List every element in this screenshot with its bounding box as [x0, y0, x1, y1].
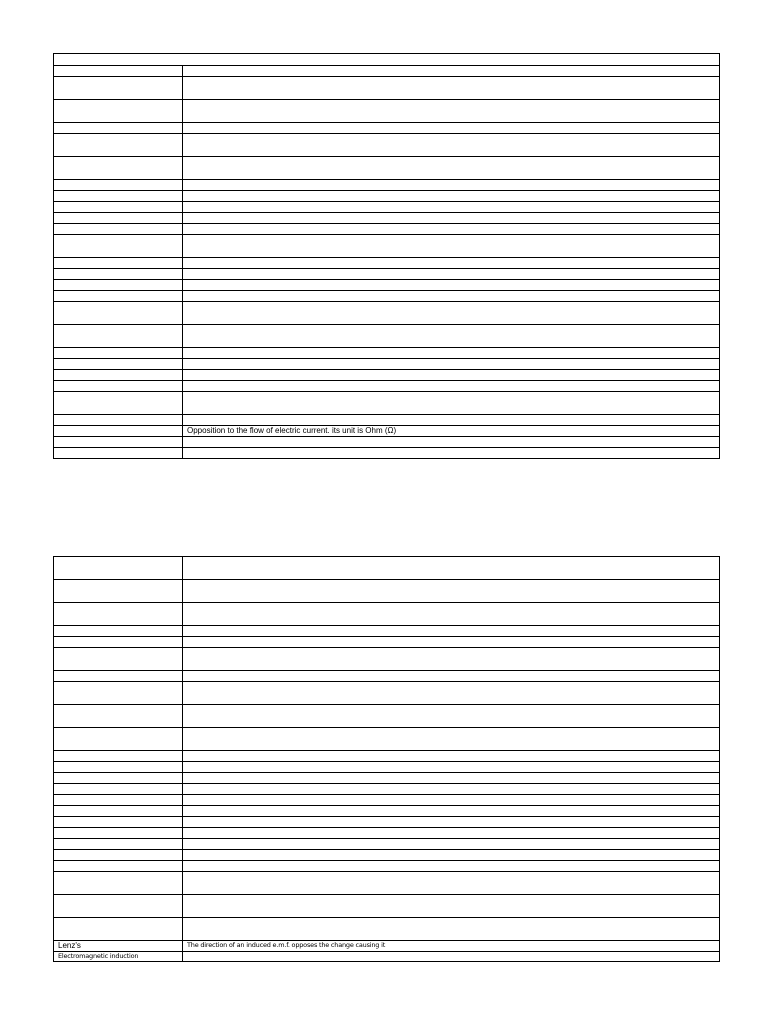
table-title-row	[54, 54, 720, 66]
table-row	[54, 224, 720, 235]
term-cell	[54, 66, 183, 77]
term-cell	[54, 77, 183, 100]
definition-cell	[183, 671, 720, 682]
table-row	[54, 448, 720, 459]
definition-cell	[183, 157, 720, 180]
term-cell	[54, 359, 183, 370]
term-cell	[54, 224, 183, 235]
term-cell	[54, 861, 183, 872]
definition-cell	[183, 872, 720, 895]
table-row	[54, 415, 720, 426]
em-induction-row	[54, 952, 720, 962]
term-cell	[54, 806, 183, 817]
term-cell	[54, 557, 183, 580]
term-cell	[54, 302, 183, 325]
table-row	[54, 280, 720, 291]
em-induction-term: Electromagnetic induction	[54, 952, 183, 962]
definition-cell	[183, 235, 720, 258]
term-cell	[54, 637, 183, 648]
definition-cell	[183, 370, 720, 381]
table-row	[54, 325, 720, 348]
table-row	[54, 762, 720, 773]
term-cell	[54, 580, 183, 603]
lenz-term: Lenz's	[54, 941, 183, 952]
term-cell	[54, 784, 183, 795]
term-cell	[54, 235, 183, 258]
definition-cell	[183, 817, 720, 828]
table-row	[54, 671, 720, 682]
term-cell	[54, 392, 183, 415]
table-row	[54, 180, 720, 191]
definition-cell	[183, 557, 720, 580]
definition-cell	[183, 828, 720, 839]
definition-cell	[183, 359, 720, 370]
definition-cell	[183, 381, 720, 392]
term-cell	[54, 728, 183, 751]
table-row	[54, 134, 720, 157]
definition-cell	[183, 952, 720, 962]
table-row	[54, 850, 720, 861]
definition-cell	[183, 762, 720, 773]
table-row	[54, 359, 720, 370]
definition-cell	[183, 392, 720, 415]
definition-cell	[183, 269, 720, 280]
term-cell	[54, 751, 183, 762]
definition-cell	[183, 134, 720, 157]
table-row	[54, 100, 720, 123]
term-cell	[54, 828, 183, 839]
table-row	[54, 895, 720, 918]
term-cell	[54, 258, 183, 269]
table-row	[54, 861, 720, 872]
table-row	[54, 202, 720, 213]
table-row	[54, 381, 720, 392]
definition-cell	[183, 773, 720, 784]
table-row	[54, 918, 720, 941]
table-row	[54, 580, 720, 603]
definition-cell	[183, 280, 720, 291]
table-row	[54, 191, 720, 202]
term-cell	[54, 773, 183, 784]
definition-cell	[183, 180, 720, 191]
definition-cell	[183, 728, 720, 751]
table-row	[54, 302, 720, 325]
definition-cell	[183, 918, 720, 941]
definition-cell	[183, 77, 720, 100]
definition-cell	[183, 580, 720, 603]
table-row	[54, 839, 720, 850]
term-cell	[54, 762, 183, 773]
term-cell	[54, 648, 183, 671]
table-row	[54, 626, 720, 637]
table-row	[54, 637, 720, 648]
term-cell	[54, 191, 183, 202]
table-row	[54, 872, 720, 895]
definition-cell	[183, 648, 720, 671]
table-row	[54, 795, 720, 806]
term-cell	[54, 381, 183, 392]
definition-cell	[183, 213, 720, 224]
term-cell	[54, 626, 183, 637]
table-row	[54, 806, 720, 817]
table-row	[54, 66, 720, 77]
term-cell	[54, 348, 183, 359]
definition-cell	[183, 861, 720, 872]
term-cell	[54, 682, 183, 705]
definition-cell	[183, 839, 720, 850]
table-row	[54, 213, 720, 224]
table-row	[54, 348, 720, 359]
table-row	[54, 648, 720, 671]
definition-cell	[183, 123, 720, 134]
term-cell	[54, 795, 183, 806]
table-row	[54, 728, 720, 751]
term-cell	[54, 448, 183, 459]
table-row	[54, 828, 720, 839]
definition-cell	[183, 784, 720, 795]
table-row	[54, 557, 720, 580]
resistance-row	[54, 426, 720, 437]
term-cell	[54, 280, 183, 291]
definition-cell	[183, 795, 720, 806]
definition-cell	[183, 100, 720, 123]
term-cell	[54, 123, 183, 134]
term-cell	[54, 157, 183, 180]
table-row	[54, 705, 720, 728]
definition-cell	[183, 806, 720, 817]
table-row	[54, 235, 720, 258]
table-row	[54, 77, 720, 100]
definition-cell	[183, 302, 720, 325]
term-cell	[54, 671, 183, 682]
table-title-cell	[54, 54, 720, 66]
term-cell	[54, 134, 183, 157]
definition-cell	[183, 637, 720, 648]
table-row	[54, 392, 720, 415]
term-cell	[54, 213, 183, 224]
term-cell	[54, 180, 183, 191]
definition-cell	[183, 348, 720, 359]
definition-cell	[183, 258, 720, 269]
table-row	[54, 751, 720, 762]
glossary-table-2	[53, 556, 720, 962]
definition-cell	[183, 191, 720, 202]
glossary-table-1	[53, 53, 720, 459]
definition-cell	[183, 603, 720, 626]
definition-cell	[183, 448, 720, 459]
definition-cell	[183, 325, 720, 348]
term-cell	[54, 850, 183, 861]
table-row	[54, 437, 720, 448]
table-row	[54, 784, 720, 795]
table-row	[54, 291, 720, 302]
lenz-row	[54, 941, 720, 952]
table-row	[54, 258, 720, 269]
definition-cell	[183, 751, 720, 762]
table-row	[54, 370, 720, 381]
table-row	[54, 817, 720, 828]
resistance-definition: Opposition to the flow of electric current. its unit is Ohm (Ω)	[183, 426, 720, 437]
table-row	[54, 773, 720, 784]
term-cell	[54, 437, 183, 448]
definition-cell	[183, 850, 720, 861]
table-row	[54, 269, 720, 280]
term-cell	[54, 872, 183, 895]
term-cell	[54, 269, 183, 280]
term-cell	[54, 839, 183, 850]
term-cell	[54, 202, 183, 213]
term-cell	[54, 100, 183, 123]
definition-cell	[183, 895, 720, 918]
lenz-definition: The direction of an induced e.m.f. opposes the change causing it	[183, 941, 720, 952]
definition-cell	[183, 626, 720, 637]
term-cell	[54, 705, 183, 728]
term-cell	[54, 895, 183, 918]
term-cell	[54, 325, 183, 348]
table-row	[54, 123, 720, 134]
definition-cell	[183, 437, 720, 448]
definition-cell	[183, 291, 720, 302]
term-cell	[54, 817, 183, 828]
term-cell	[54, 603, 183, 626]
term-cell	[54, 415, 183, 426]
term-cell	[54, 370, 183, 381]
definition-cell	[183, 415, 720, 426]
definition-cell	[183, 224, 720, 235]
table-row	[54, 603, 720, 626]
definition-cell	[183, 202, 720, 213]
table-row	[54, 682, 720, 705]
definition-cell	[183, 705, 720, 728]
definition-cell	[183, 66, 720, 77]
term-cell	[54, 918, 183, 941]
definition-cell	[183, 682, 720, 705]
term-cell	[54, 426, 183, 437]
table-row	[54, 157, 720, 180]
term-cell	[54, 291, 183, 302]
